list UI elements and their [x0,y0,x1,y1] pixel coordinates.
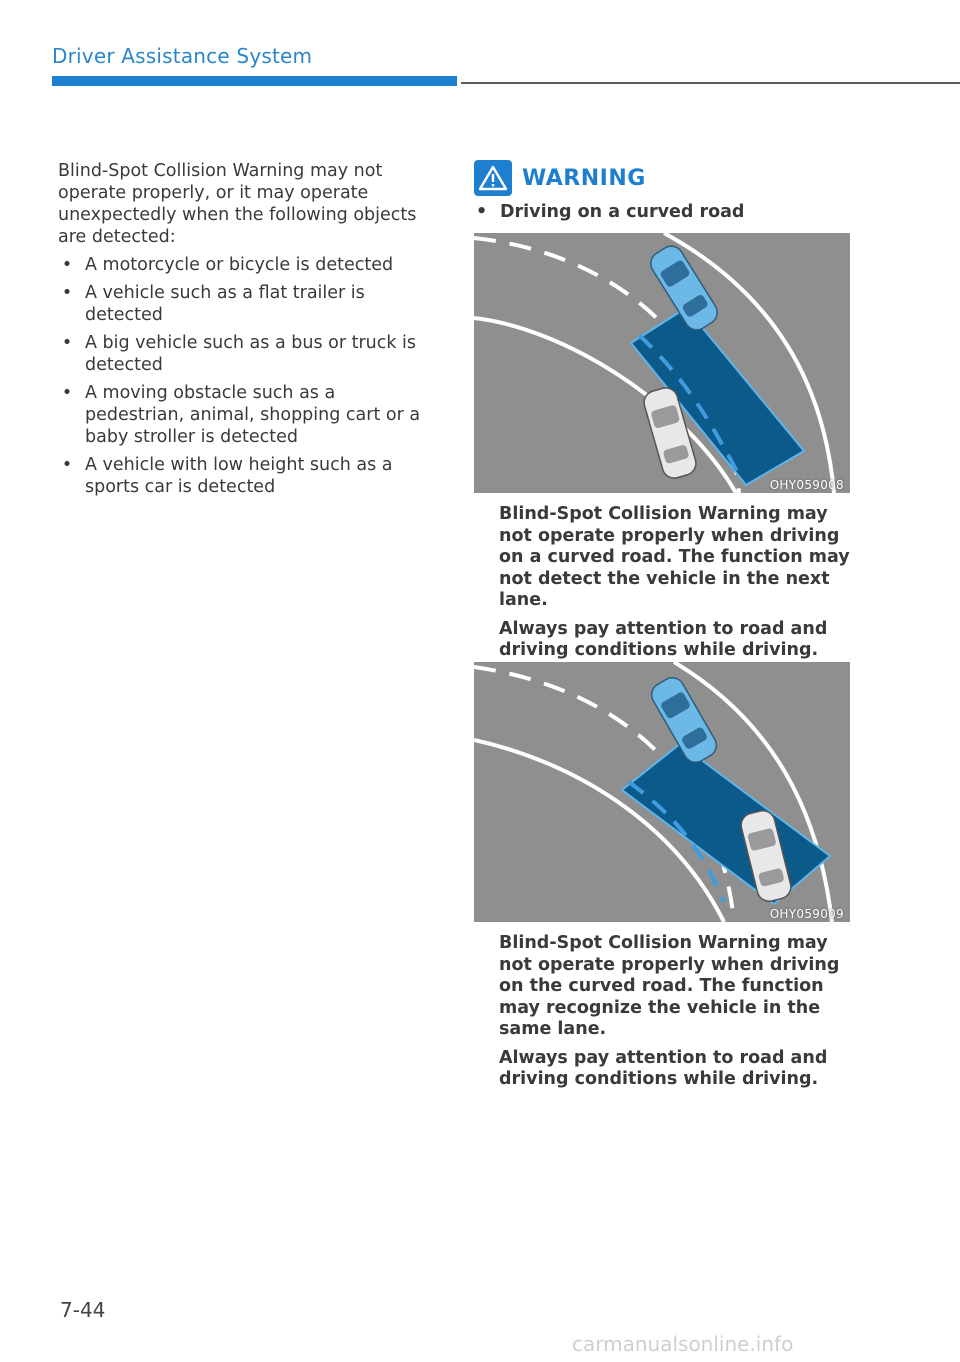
list-item [58,454,438,498]
bullet-glyph: • [61,455,73,475]
page-number: 7-44 [60,1298,106,1322]
bullet-glyph: • [61,255,73,275]
bullet-glyph: • [61,283,73,303]
caption-paragraph: Always pay attention to road and driving conditions while driving. [499,1047,828,1089]
list-item [58,254,438,276]
list-item [58,382,438,448]
figure-code: OHY059008 [769,478,844,492]
warning-triangle-icon [474,160,512,196]
bullet-glyph: • [61,333,73,353]
figure-curved-road-same-lane [474,662,850,922]
intro-paragraph: Blind-Spot Collision Warning may not operate properly, or it may operate unexpectedly when the following objects are detected: [58,161,417,247]
figure-curved-road-next-lane [474,233,850,493]
list-item-text: A vehicle such as a flat trailer is detected [85,283,365,325]
caption-paragraph: Blind-Spot Collision Warning may not operate properly when driving on a curved road. The function may not detect the vehicle in the next lane. [499,504,850,610]
list-item-text: A vehicle with low height such as a sports car is detected [85,455,393,497]
bullet-glyph: • [61,383,73,403]
figure-code: OHY059009 [769,907,844,921]
caption-paragraph: Always pay attention to road and driving conditions while driving. [499,618,828,660]
figure-caption [499,504,855,669]
caption-paragraph: Blind-Spot Collision Warning may not operate properly when driving on the curved road. The function may recognize the vehicle in the same lane. [499,933,840,1039]
list-item-text: A moving obstacle such as a pedestrian, animal, shopping cart or a baby stroller is detected [85,383,421,447]
header-rule-accent [52,76,457,86]
warning-title: WARNING [522,165,646,191]
list-item-text: A big vehicle such as a bus or truck is detected [85,333,417,375]
warning-header [474,160,646,196]
list-item [58,282,438,326]
warning-bullet-text: Driving on a curved road [500,202,745,222]
figure-caption [499,933,855,1098]
left-column [58,160,438,498]
warning-bullet [476,202,744,222]
list-item-text: A motorcycle or bicycle is detected [85,255,394,275]
section-title: Driver Assistance System [52,44,313,68]
watermark: carmanualsonline.info [572,1332,794,1356]
list-item [58,332,438,376]
header-rule [461,82,960,84]
condition-list [58,254,438,498]
bullet-glyph: • [476,202,488,222]
